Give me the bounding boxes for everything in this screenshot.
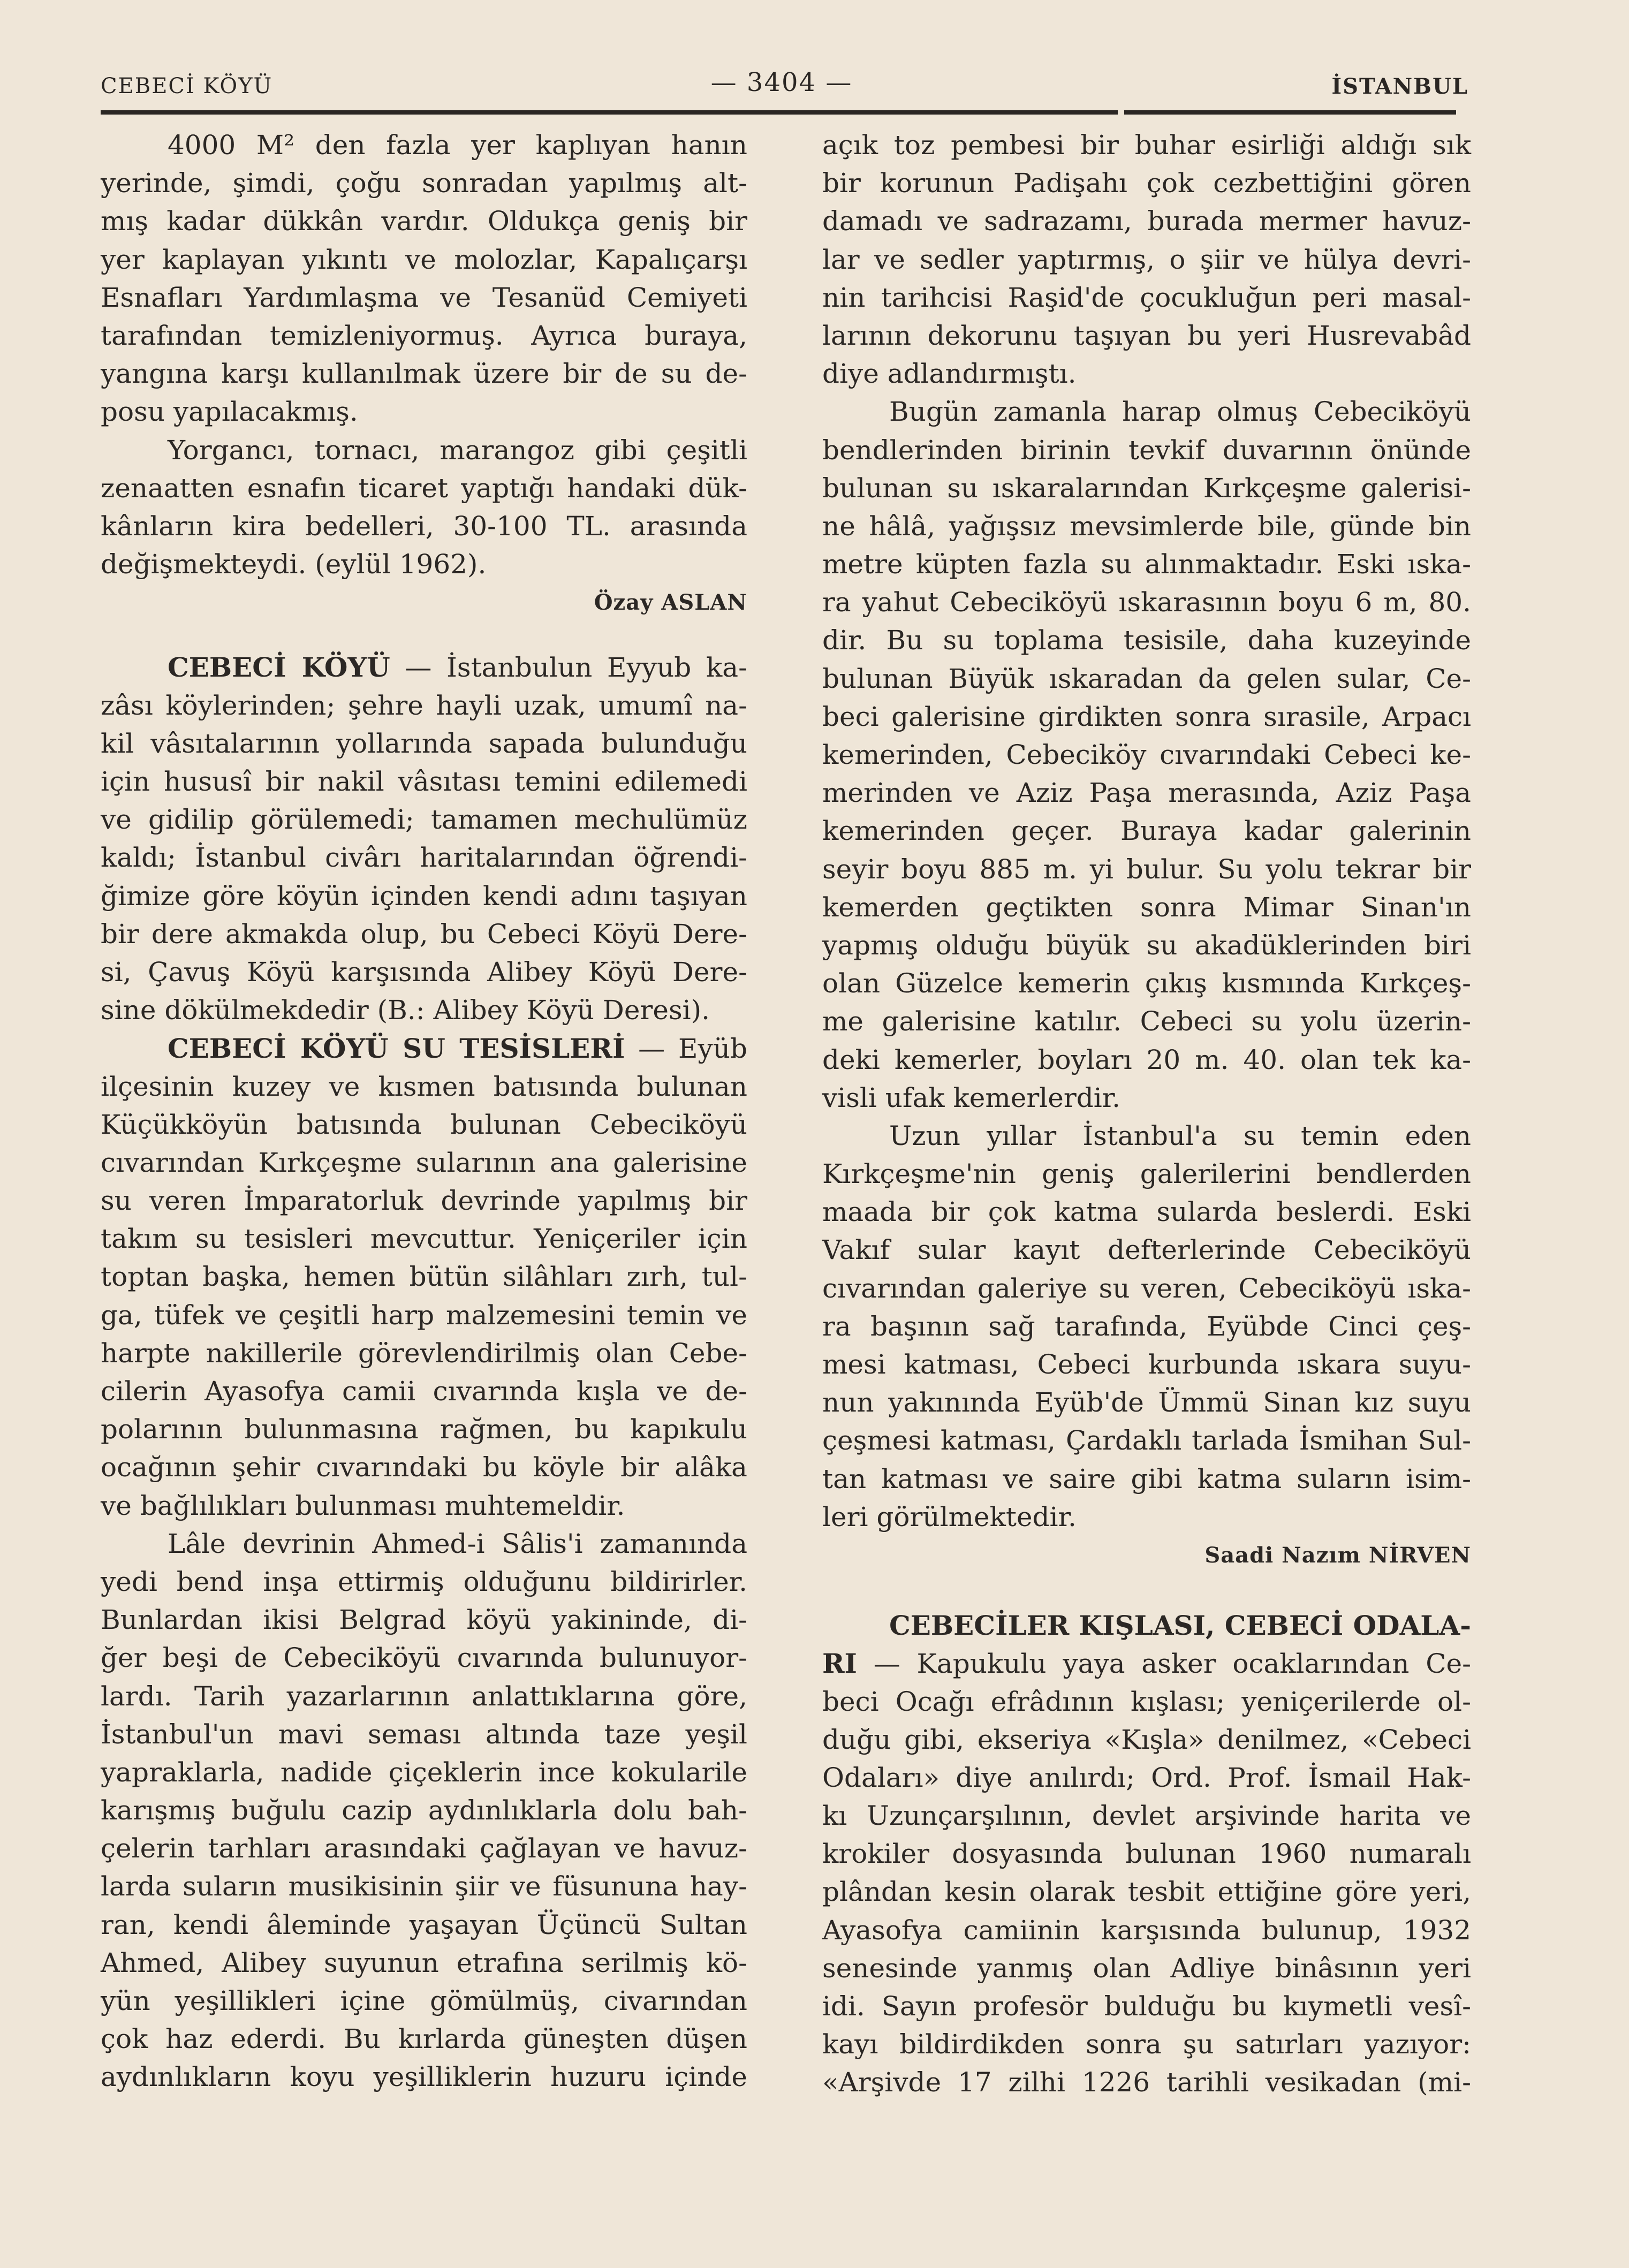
text-line: Kırkçeşme'nin geniş galerilerini bendlerden — [822, 1158, 1471, 1190]
text-line: polarının bulunmasına rağmen, bu kapıkulu — [101, 1414, 747, 1445]
text-line: maada bir çok katma sularda beslerdi. Eski — [822, 1196, 1471, 1228]
text-line: lar ve sedler yaptırmış, o şiir ve hülya devri- — [822, 244, 1471, 275]
text-line: yapraklarla, nadide çiçeklerin ince kokularile — [101, 1756, 747, 1788]
author-signature: Özay ASLAN — [594, 590, 747, 616]
running-header-title: CEBECİ KÖYÜ — [101, 74, 273, 98]
left-column — [101, 126, 747, 2097]
text-line: yer kaplayan yıkıntı ve molozlar, Kapalıçarşı — [101, 244, 747, 275]
text-line: idi. Sayın profesör bulduğu bu kıymetli vesî- — [822, 1991, 1471, 2022]
paragraph-gap — [101, 621, 747, 648]
text-line: kı Uzunçarşılının, devlet arşivinde harita ve — [822, 1800, 1471, 1832]
text-line: sine dökülmekdedir (B.: Alibey Köyü Deresi). — [101, 995, 710, 1026]
text-line: larda suların musikisinin şiir ve füsununa hay- — [101, 1871, 747, 1902]
text-line: deki kemerler, boyları 20 m. 40. olan tek ka- — [822, 1044, 1471, 1075]
text-line: yedi bend inşa ettirmiş olduğunu bildirirler. — [101, 1566, 747, 1597]
text-line: bir dere akmakda olup, bu Cebeci Köyü Dere- — [101, 918, 747, 950]
text-line: lardı. Tarih yazarlarının anlattıklarına göre, — [101, 1680, 747, 1712]
text-line: mış kadar dükkân vardır. Oldukça geniş bir — [101, 206, 747, 237]
entry-title: CEBECİLER KIŞLASI, CEBECİ ODALA- — [889, 1610, 1471, 1642]
text-line: zenaatten esnafın ticaret yaptığı handaki dük- — [101, 472, 747, 504]
running-header-city: İSTANBUL — [1331, 74, 1468, 99]
header-rule-right — [1124, 110, 1456, 115]
text-line: bir korunun Padişahı çok cezbettiğini gören — [822, 168, 1471, 199]
entry-heading-line — [101, 1029, 747, 1067]
text-line: Bunlardan ikisi Belgrad köyü yakininde, di- — [101, 1604, 747, 1636]
text-line: senesinde yanmış olan Adliye binâsının yeri — [822, 1952, 1471, 1984]
text-line: nin tarihcisi Raşid'de çocukluğun peri masal- — [822, 282, 1471, 313]
text-line: posu yapılacakmış. — [101, 396, 358, 428]
text-line: kil vâsıtalarının yollarında sapada bulunduğu — [101, 727, 747, 759]
text-line: kemerden geçtikten sonra Mimar Sinan'ın — [822, 891, 1471, 923]
text-line: yangına karşı kullanılmak üzere bir de su de- — [101, 358, 747, 390]
text-line: nun yakınında Eyüb'de Ümmü Sinan kız suyu — [822, 1387, 1471, 1419]
text-line: si, Çavuş Köyü karşısında Alibey Köyü Dere- — [101, 956, 747, 988]
text-line: Lâle devrinin Ahmed-i Sâlis'i zamanında — [168, 1528, 747, 1559]
text-fragment: — Eyüb — [625, 1033, 747, 1065]
text-line: larının dekorunu taşıyan bu yeri Husrevabâd — [822, 320, 1471, 351]
text-line: tan katması ve saire gibi katma suların isim- — [822, 1463, 1471, 1495]
text-line: İstanbul'un mavi seması altında taze yeşil — [101, 1718, 747, 1750]
text-line: «Arşivde 17 zilhi 1226 tarihli vesikadan (mi- — [822, 2067, 1471, 2098]
text-line: çeşmesi katması, Çardaklı tarlada İsmihan Sul- — [822, 1425, 1471, 1457]
text-line: leri görülmektedir. — [822, 1501, 1077, 1533]
text-line: damadı ve sadrazamı, burada mermer havuz- — [822, 206, 1471, 237]
text-line: kayı bildirdikden sonra şu satırları yazıyor: — [822, 2029, 1471, 2060]
text-line: metre küpten fazla su alınmaktadır. Eski ıska- — [822, 549, 1471, 580]
text-line: olan Güzelce kemerin çıkış kısmında Kırkçeş- — [822, 968, 1471, 999]
text-line: Esnafları Yardımlaşma ve Tesanüd Cemiyeti — [101, 282, 747, 313]
text-line: beci galerisine girdikten sonra sırasile, Arpacı — [822, 701, 1471, 732]
text-line: dir. Bu su toplama tesisile, daha kuzeyinde — [822, 625, 1471, 656]
text-line: Ahmed, Alibey suyunun etrafına serilmiş kö- — [101, 1947, 747, 1978]
text-line: yerinde, şimdi, çoğu sonradan yapılmış alt- — [101, 168, 747, 199]
text-line: me galerisine katılır. Cebeci su yolu üzerin- — [822, 1006, 1471, 1037]
text-line: cıvarından galeriye su veren, Cebeciköyü ıska- — [822, 1272, 1471, 1304]
entry-title: CEBECİ KÖYÜ — [168, 651, 390, 684]
text-line: Bugün zamanla harap olmuş Cebeciköyü — [889, 396, 1471, 428]
text-line: plândan kesin olarak tesbit ettiğine göre yeri, — [822, 1876, 1471, 1908]
text-line: beci Ocağı efrâdının kışlası; yeniçerilerde ol- — [822, 1686, 1471, 1717]
header-rule-left — [101, 110, 1118, 115]
text-line: zâsı köylerinden; şehre hayli uzak, umumî na- — [101, 689, 747, 721]
text-line: ga, tüfek ve çeşitli harp malzemesini temin ve — [101, 1299, 747, 1331]
right-column — [822, 126, 1471, 2102]
text-line: tarafından temizleniyormuş. Ayrıca buraya, — [101, 320, 747, 351]
text-line: cilerin Ayasofya camii cıvarında kışla ve de- — [101, 1376, 747, 1407]
text-line: çelerin tarhları arasındaki çağlayan ve havuz- — [101, 1833, 747, 1864]
text-line: ve bağlılıkları bulunması muhtemeldir. — [101, 1490, 625, 1521]
text-line: Uzun yıllar İstanbul'a su temin eden — [889, 1120, 1471, 1151]
text-line: çok haz ederdi. Bu kırlarda güneşten düşen — [101, 2023, 747, 2055]
text-line: Yorgancı, tornacı, marangoz gibi çeşitli — [168, 434, 747, 466]
text-fragment: — Kapukulu yaya asker ocaklarından Ce- — [857, 1648, 1471, 1680]
text-line: ran, kendi âleminde yaşayan Üçüncü Sultan — [101, 1909, 747, 1940]
text-line: Odaları» diye anılırdı; Ord. Prof. İsmail Hak- — [822, 1762, 1471, 1793]
text-line: ra başının sağ tarafında, Eyübde Cinci çeş- — [822, 1310, 1471, 1342]
text-line: ve gidilip görülemedi; tamamen mechulümüz — [101, 804, 747, 836]
text-line: ocağının şehir cıvarındaki bu köyle bir alâka — [101, 1452, 747, 1483]
paragraph-gap — [822, 1574, 1471, 1606]
entry-title-continued: RI — [822, 1648, 857, 1680]
text-line: merinden ve Aziz Paşa merasında, Aziz Paşa — [822, 777, 1471, 809]
text-line: aydınlıkların koyu yeşilliklerin huzuru içinde — [101, 2061, 747, 2093]
text-line: ğer beşi de Cebeciköyü cıvarında bulunuyor- — [101, 1642, 747, 1674]
text-line: kemerinden, Cebeciköy cıvarındaki Cebeci ke- — [822, 739, 1471, 770]
text-line: 4000 M² den fazla yer kaplıyan hanın — [168, 130, 747, 161]
text-line: krokiler dosyasında bulunan 1960 numaralı — [822, 1838, 1471, 1870]
text-line: kaldı; İstanbul civârı haritalarından öğrendi- — [101, 842, 747, 874]
text-line: diye adlandırmıştı. — [822, 358, 1077, 390]
text-line: için hususî bir nakil vâsıtası temini edilemedi — [101, 766, 747, 797]
text-line: ğimize göre köyün içinden kendi adını taşıyan — [101, 880, 747, 912]
text-line: karışmış buğulu cazip aydınlıklarla dolu bah- — [101, 1795, 747, 1826]
page-number: — 3404 — — [710, 67, 853, 97]
text-line: bulunan su ıskaralarından Kırkçeşme galerisi- — [822, 472, 1471, 504]
text-line: bendlerinden birinin tevkif duvarının önünde — [822, 434, 1471, 466]
text-line: toptan başka, hemen bütün silâhları zırh, tul- — [101, 1261, 747, 1293]
entry-title: CEBECİ KÖYÜ SU TESİSLERİ — [168, 1033, 625, 1065]
text-line: değişmekteydi. (eylül 1962). — [101, 549, 487, 580]
text-line: su veren İmparatorluk devrinde yapılmış bir — [101, 1185, 747, 1217]
text-line: ilçesinin kuzey ve kısmen batısında bulunan — [101, 1071, 747, 1102]
text-line: cıvarından Kırkçeşme sularının ana galerisine — [101, 1147, 747, 1178]
text-line: bulunan Büyük ıskaradan da gelen sular, Ce- — [822, 663, 1471, 694]
text-line: ra yahut Cebeciköyü ıskarasının boyu 6 m, 80. — [822, 587, 1471, 618]
text-line: duğu gibi, ekseriya «Kışla» denilmez, «Cebeci — [822, 1724, 1471, 1755]
text-line: harpte nakillerile görevlendirilmiş olan Cebe- — [101, 1337, 747, 1369]
entry-heading-line — [822, 1606, 1471, 1644]
text-line: visli ufak kemerlerdir. — [822, 1082, 1121, 1113]
text-fragment: — İstanbulun Eyyub ka- — [390, 652, 747, 684]
text-line: kânların kira bedelleri, 30-100 TL. arasında — [101, 510, 747, 542]
entry-heading-line — [822, 1644, 1471, 1682]
text-line: Ayasofya camiinin karşısında bulunup, 1932 — [822, 1914, 1471, 1946]
text-line: açık toz pembesi bir buhar esirliği aldığı sık — [822, 130, 1471, 161]
text-line: Küçükköyün batısında bulunan Cebeciköyü — [101, 1109, 747, 1140]
entry-heading-line — [101, 648, 747, 686]
text-line: Vakıf sular kayıt defterlerinde Cebeciköyü — [822, 1234, 1471, 1266]
author-signature: Saadi Nazım NİRVEN — [1204, 1542, 1471, 1568]
text-line: ne hâlâ, yağışsız mevsimlerde bile, günde bin — [822, 510, 1471, 542]
text-line: yün yeşillikleri içine gömülmüş, civarından — [101, 1985, 747, 2016]
text-line: kemerinden geçer. Buraya kadar galerinin — [822, 815, 1471, 847]
text-line: mesi katması, Cebeci kurbunda ıskara suyu- — [822, 1349, 1471, 1380]
text-line: seyir boyu 885 m. yi bulur. Su yolu tekrar bir — [822, 853, 1471, 885]
text-line: yapmış olduğu büyük su akadüklerinden biri — [822, 929, 1471, 961]
text-line: takım su tesisleri mevcuttur. Yeniçeriler için — [101, 1223, 747, 1255]
